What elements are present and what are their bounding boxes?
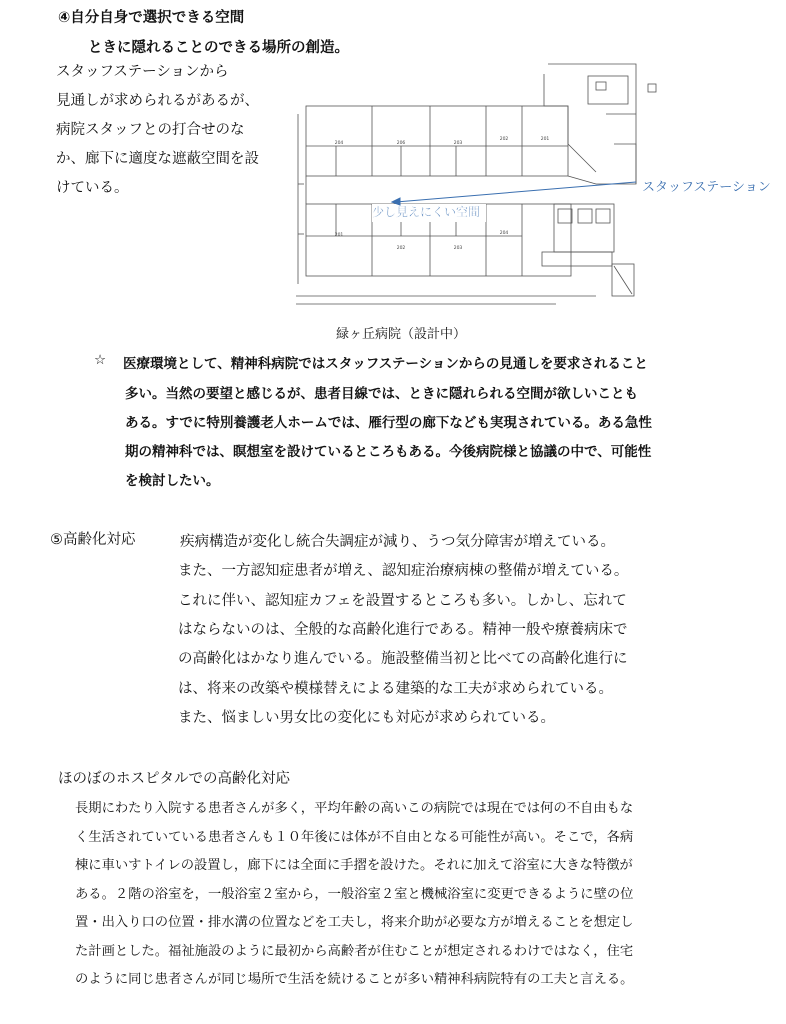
section5-line: 疾病構造が変化し統合失調症が減り、うつ気分障害が増えている。: [180, 534, 615, 550]
annotation-staff-station: スタッフステーション: [642, 180, 771, 195]
note-line: を検討したい。: [125, 473, 220, 489]
intro-line: か、廊下に適度な遮蔽空間を設: [56, 151, 259, 167]
section5-line: また、一方認知症患者が増え、認知症治療病棟の整備が増えている。: [178, 563, 629, 579]
svg-text:201: 201: [334, 233, 344, 238]
svg-text:201: 201: [540, 137, 550, 142]
honobono-line: た計画とした。福祉施設のように最初から高齢者が住むことが想定されるわけではなく，住宅: [75, 944, 634, 959]
section5-line: は、将来の改築や模様替えによる建築的な工夫が求められている。: [178, 681, 613, 697]
section5-line: の高齢化はかなり進んでいる。施設整備当初と比べての高齢化進行に: [178, 651, 628, 667]
honobono-line: 置・出入り口の位置・排水溝の位置などを工夫し，将来介助が必要な方が増えることを想定し: [75, 915, 634, 930]
section5-line: また、悩ましい男女比の変化にも対応が求められている。: [178, 710, 555, 726]
honobono-line: 棟に車いすトイレの設置し，廊下には全面に手摺を設けた。それに加えて浴室に大きな特徴が: [75, 858, 633, 873]
note-bullet: ☆: [94, 352, 107, 368]
plan-upper-ward: [306, 106, 568, 176]
svg-text:204: 204: [499, 231, 509, 236]
svg-text:206: 206: [396, 141, 406, 146]
section5-line: はならないのは、全般的な高齢化進行である。精神一般や療養病床で: [178, 622, 628, 638]
section5-heading: ⑤高齢化対応: [50, 532, 136, 548]
honobono-line: のように同じ患者さんが同じ場所で生活を続けることが多い精神科病院特有の工夫と言える。: [75, 972, 634, 987]
intro-line: 見通しが求められるがあるが、: [56, 93, 259, 109]
intro-line: スタッフステーションから: [56, 64, 229, 80]
section4-subheading: ときに隠れることのできる場所の創造。: [88, 40, 349, 56]
section5-line: これに伴い、認知症カフェを設置するところも多い。しかし、忘れて: [178, 593, 627, 609]
svg-text:203: 203: [453, 141, 463, 146]
svg-text:203: 203: [453, 246, 463, 251]
annotation-hidden-space: 少し見えにくい空間: [372, 205, 481, 219]
svg-text:204: 204: [334, 141, 344, 146]
intro-line: 病院スタッフとの打合せのな: [56, 122, 245, 138]
honobono-line: 長期にわたり入院する患者さんが多く，平均年齢の高いこの病院では現在では何の不自由もな: [75, 801, 634, 816]
svg-text:202: 202: [499, 137, 509, 142]
honobono-line: ある。２階の浴室を，一般浴室２室から，一般浴室２室と機械浴室に変更できるように壁の位: [75, 887, 634, 902]
annotation-arrow: [396, 182, 636, 202]
section4-heading: ④自分自身で選択できる空間: [58, 10, 245, 26]
note-line: ある。すでに特別養護老人ホームでは、雁行型の廊下なども実現されている。ある急性: [125, 415, 652, 431]
note-line: 期の精神科では、瞑想室を設けているところもある。今後病院様と協議の中で、可能性: [125, 444, 652, 460]
honobono-line: く生活されていている患者さんも１０年後には体が不自由となる可能性が高い。そこで，各病: [75, 830, 634, 845]
honobono-title: ほのぼのホスピタルでの高齢化対応: [58, 771, 290, 787]
note-line: 多い。当然の要望と感じるが、患者目線では、ときに隠れられる空間が欲しいことも: [125, 386, 638, 402]
svg-text:202: 202: [396, 246, 406, 251]
intro-line: けている。: [56, 180, 129, 196]
plan-caption: 緑ヶ丘病院（設計中）: [336, 327, 467, 342]
floor-plan: [296, 54, 658, 312]
note-line: 医療環境として、精神科病院ではスタッフステーションからの見通しを要求されること: [123, 356, 648, 372]
